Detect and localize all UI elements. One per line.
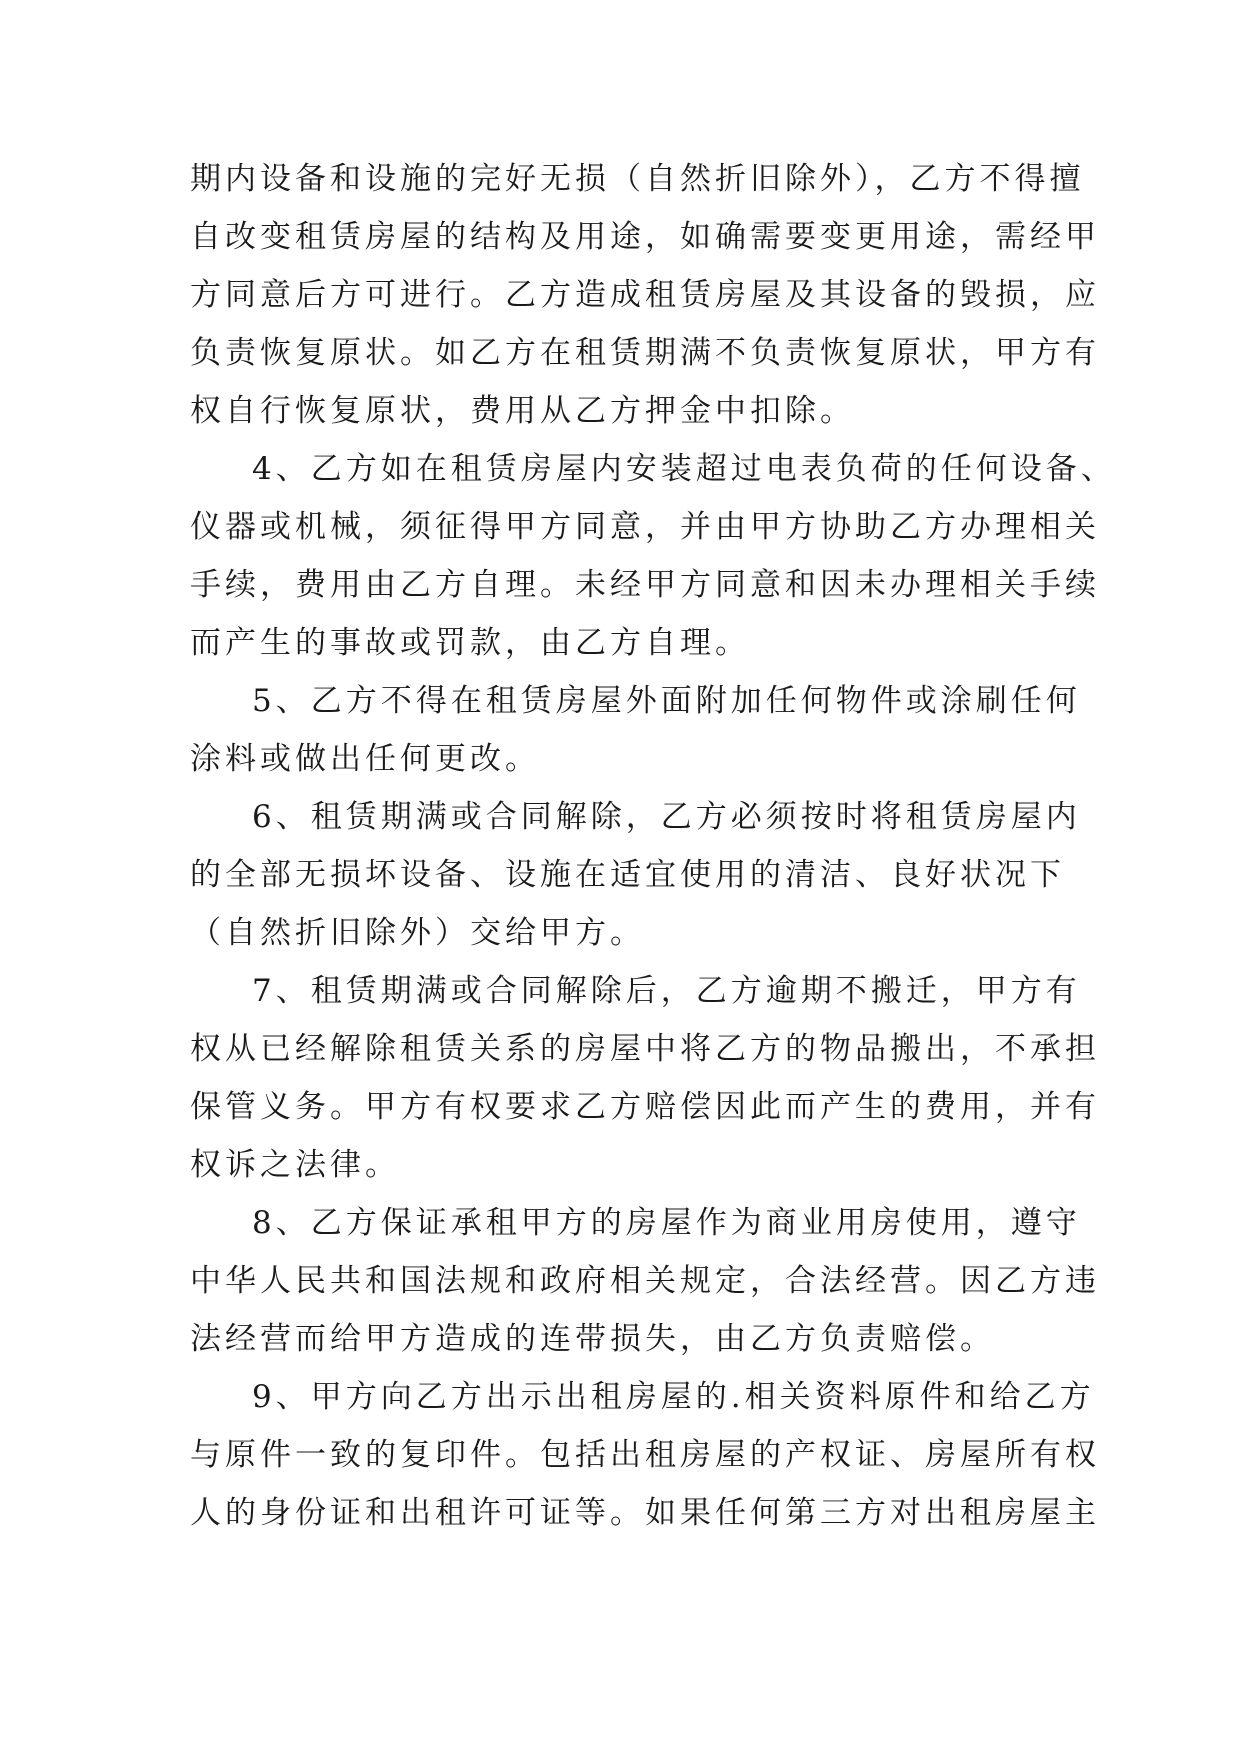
- paragraph-continuation: [190, 150, 1100, 440]
- text-line: 权自行恢复原状，费用从乙方押金中扣除。: [190, 393, 855, 429]
- text-line: 而产生的事故或罚款，由乙方自理。: [190, 625, 750, 661]
- text-line: 权诉之法律。: [190, 1147, 400, 1183]
- paragraph-clause-5: [190, 672, 1081, 788]
- text-line: 5、乙方不得在租赁房屋外面附加任何物件或涂刷任何: [252, 683, 1081, 719]
- paragraph-clause-7: [190, 962, 1100, 1194]
- paragraph-clause-9: [190, 1368, 1100, 1542]
- text-line: 保管义务。甲方有权要求乙方赔偿因此而产生的费用，并有: [190, 1089, 1100, 1125]
- text-line: 法经营而给甲方造成的连带损失，由乙方负责赔偿。: [190, 1321, 995, 1357]
- text-line: 自改变租赁房屋的结构及用途，如确需要变更用途，需经甲: [190, 219, 1100, 255]
- text-line: 9、甲方向乙方出示出租房屋的.相关资料原件和给乙方: [252, 1379, 1095, 1415]
- text-line: 中华人民共和国法规和政府相关规定，合法经营。因乙方违: [190, 1263, 1100, 1299]
- text-line: 6、租赁期满或合同解除，乙方必须按时将租赁房屋内: [252, 799, 1081, 835]
- text-line: 涂料或做出任何更改。: [190, 741, 540, 777]
- text-line: 的全部无损坏设备、设施在适宜使用的清洁、良好状况下: [190, 857, 1065, 893]
- text-line: 8、乙方保证承租甲方的房屋作为商业用房使用，遵守: [252, 1205, 1081, 1241]
- text-line: 与原件一致的复印件。包括出租房屋的产权证、房屋所有权: [190, 1437, 1100, 1473]
- text-line: 人的身份证和出租许可证等。如果任何第三方对出租房屋主: [190, 1495, 1100, 1531]
- text-line: 手续，费用由乙方自理。未经甲方同意和因未办理相关手续: [190, 567, 1100, 603]
- text-line: 4、乙方如在租赁房屋内安装超过电表负荷的任何设备、: [252, 451, 1116, 487]
- paragraph-clause-8: [190, 1194, 1100, 1368]
- text-line: 权从已经解除租赁关系的房屋中将乙方的物品搬出，不承担: [190, 1031, 1100, 1067]
- text-line: 7、租赁期满或合同解除后，乙方逾期不搬迁，甲方有: [252, 973, 1081, 1009]
- text-line: 仪器或机械，须征得甲方同意，并由甲方协助乙方办理相关: [190, 509, 1100, 545]
- paragraph-clause-4: [190, 440, 1116, 672]
- document-body: [190, 150, 1116, 1542]
- paragraph-clause-6: [190, 788, 1081, 962]
- text-line: 负责恢复原状。如乙方在租赁期满不负责恢复原状，甲方有: [190, 335, 1100, 371]
- text-line: （自然折旧除外）交给甲方。: [190, 915, 645, 951]
- text-line: 期内设备和设施的完好无损（自然折旧除外），乙方不得擅: [190, 161, 1085, 197]
- text-line: 方同意后方可进行。乙方造成租赁房屋及其设备的毁损，应: [190, 277, 1100, 313]
